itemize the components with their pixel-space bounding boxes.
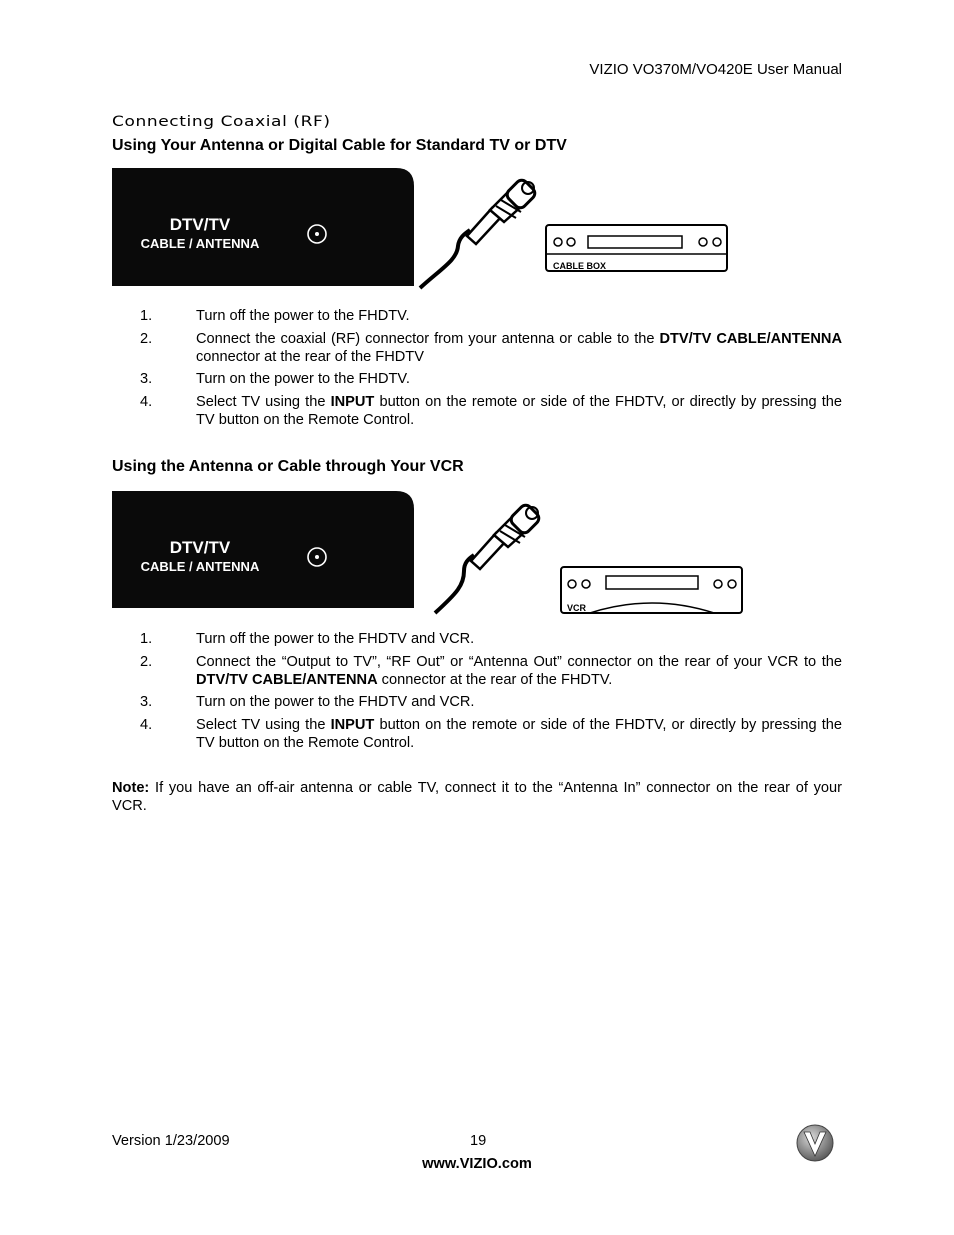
steps-list-part1 [112, 307, 842, 433]
panel-title: DTV/TV [169, 538, 231, 557]
list-item: 1. Turn off the power to the FHDTV and VCR. [140, 631, 475, 647]
note-paragraph [112, 779, 842, 815]
list-item: 2. Connect the “Output to TV”, “RF Out” or “Antenna Out” connector on the rear of your VCR to the DTV/TV CABLE/ANTENNA connector at the rear of the FHDTV. [140, 653, 842, 688]
coax-cable-icon [420, 178, 537, 288]
list-item: 3. Turn on the power to the FHDTV. [140, 371, 410, 387]
note-text: If you have an off-air antenna or cable TV, connect it to the “Antenna In” connector on the rear of your VCR. [112, 780, 842, 814]
device-label: VCR [567, 603, 587, 613]
tv-rear-panel [112, 491, 414, 608]
page-header-title: VIZIO VO370M/VO420E User Manual [589, 61, 842, 78]
diagram-cable-box [112, 168, 752, 290]
section-title: Connecting Coaxial (RF) [112, 113, 331, 130]
panel-title: DTV/TV [169, 215, 231, 234]
coax-cable-icon [435, 503, 541, 613]
list-item: 2. Connect the coaxial (RF) connector from your antenna or cable to the DTV/TV CABLE/ANTENNA connector at the rear of the FHDTV [140, 330, 842, 365]
footer-url: www.VIZIO.com [422, 1156, 532, 1172]
footer-version: Version 1/23/2009 [112, 1133, 230, 1149]
vizio-v-logo-icon [794, 1123, 838, 1163]
panel-subtitle: CABLE / ANTENNA [140, 236, 260, 251]
tv-rear-panel [112, 168, 414, 286]
subhead-through-vcr: Using the Antenna or Cable through Your VCR [112, 458, 464, 475]
device-label: CABLE BOX [553, 261, 607, 271]
list-item: 1. Turn off the power to the FHDTV. [140, 308, 410, 324]
list-item: 4. Select TV using the INPUT button on the remote or side of the FHDTV, or directly by pressing the TV button on the Remote Control. [140, 393, 843, 428]
page-number: 19 [470, 1133, 487, 1149]
vcr-icon [561, 567, 742, 613]
list-item: 4. Select TV using the INPUT button on the remote or side of the FHDTV, or directly by pressing the TV button on the Remote Control. [140, 716, 843, 751]
list-item: 3. Turn on the power to the FHDTV and VCR. [140, 694, 475, 710]
cable-box-icon [546, 225, 727, 271]
steps-list-part2 [112, 630, 842, 756]
note-label: Note: [112, 780, 150, 796]
panel-subtitle: CABLE / ANTENNA [140, 559, 260, 574]
diagram-vcr [112, 491, 752, 617]
subhead-antenna-cable: Using Your Antenna or Digital Cable for Standard TV or DTV [112, 137, 567, 154]
